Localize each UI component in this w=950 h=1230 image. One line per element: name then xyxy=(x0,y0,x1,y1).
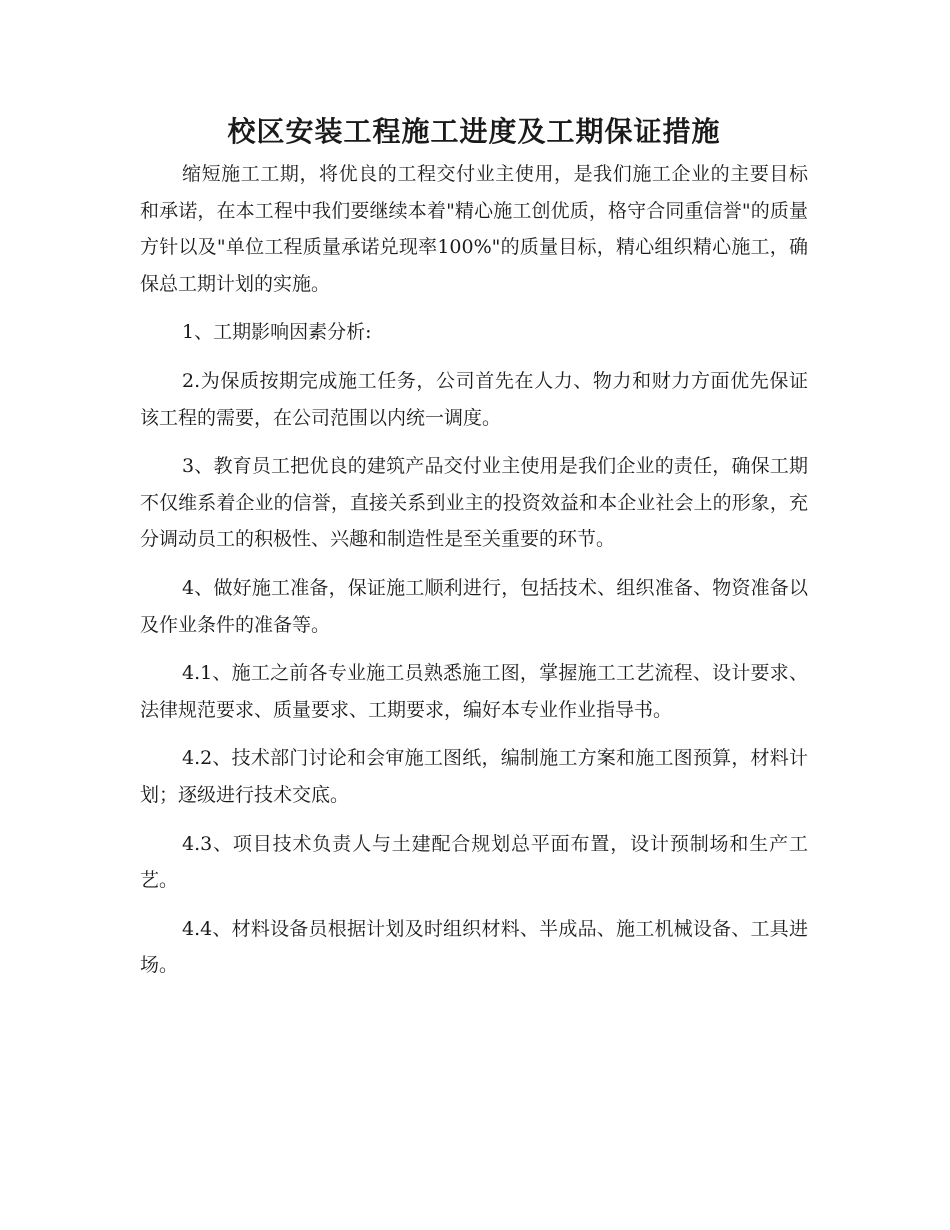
document-page xyxy=(140,108,808,984)
document-title: 校区安装工程施工进度及工期保证措施 xyxy=(227,115,721,148)
paragraph-2: 2.为保质按期完成施工任务，公司首先在人力、物力和财力方面优先保证该工程的需要，在公司范围以内统一调度。 xyxy=(140,369,808,429)
paragraph-4-2: 4.2、技术部门讨论和会审施工图纸，编制施工方案和施工图预算，材料计划；逐级进行技术交底。 xyxy=(140,747,808,806)
paragraph-4-3: 4.3、项目技术负责人与土建配合规划总平面布置，设计预制场和生产工艺。 xyxy=(140,832,808,892)
paragraph-4: 4、做好施工准备，保证施工顺利进行，包括技术、组织准备、物资准备以及作业条件的准备等。 xyxy=(140,576,808,636)
paragraph-3: 3、教育员工把优良的建筑产品交付业主使用是我们企业的责任，确保工期不仅维系着企业的信誉，直接关系到业主的投资效益和本企业社会上的形象，充分调动员工的积极性、兴趣和制造性是至关重要的环节。 xyxy=(140,455,808,551)
paragraph-intro: 缩短施工工期，将优良的工程交付业主使用，是我们施工企业的主要目标和承诺，在本工程中我们要继续本着"精心施工创优质，格守合同重信誉"的质量方针以及"单位工程质量承诺兑现率100%"的质量目标，精心组织精心施工，确保总工期计划的实施。 xyxy=(140,163,808,295)
paragraph-4-1: 4.1、施工之前各专业施工员熟悉施工图，掌握施工工艺流程、设计要求、法律规范要求、质量要求、工期要求，编好本专业作业指导书。 xyxy=(140,662,808,721)
paragraph-4-4: 4.4、材料设备员根据计划及时组织材料、半成品、施工机械设备、工具进场。 xyxy=(140,917,808,977)
paragraph-1: 1、工期影响因素分析: xyxy=(182,321,372,344)
